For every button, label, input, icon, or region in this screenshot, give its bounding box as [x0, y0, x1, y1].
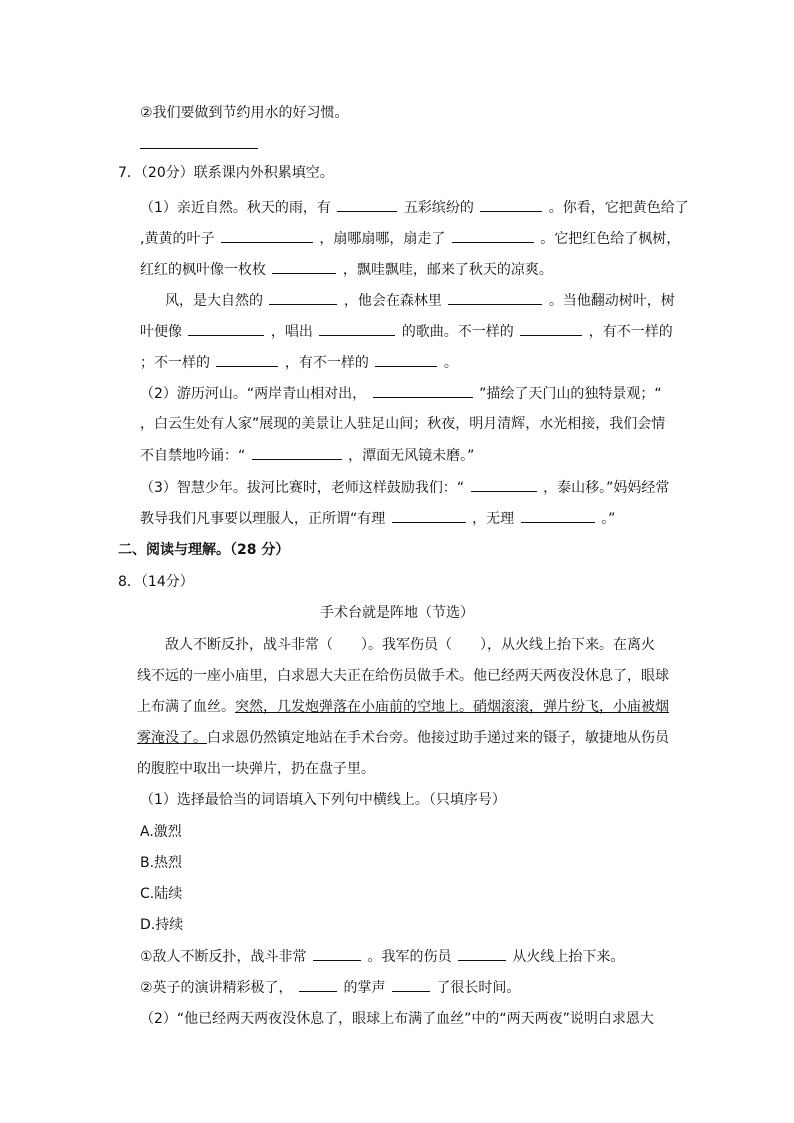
fill-blank[interactable] — [252, 445, 342, 460]
q8-header: 8．（14分） — [118, 574, 194, 590]
fill-blank[interactable] — [319, 321, 395, 336]
text: （1）亲近自然。秋天的雨，有 — [140, 200, 331, 216]
q7-p2-line1 — [140, 383, 662, 404]
fill-blank[interactable] — [373, 383, 473, 398]
text: ,黄黄的叶子 — [140, 231, 215, 247]
fill-blank[interactable] — [216, 352, 278, 367]
underlined-text: 突然，几发炮弹落在小庙前的空地上。硝烟滚滚，弹片纷飞，小庙被烟 — [235, 699, 669, 715]
q8-sentence-2 — [140, 977, 520, 998]
q7-p1-line2 — [140, 228, 680, 249]
fill-blank[interactable] — [272, 259, 336, 274]
option-d: D.持续 — [140, 917, 184, 933]
text: ，飘哇飘哇，邮来了秋天的凉爽。 — [342, 262, 553, 278]
fill-blank[interactable] — [269, 290, 337, 305]
fill-blank[interactable] — [448, 290, 542, 305]
passage-line-4 — [137, 728, 669, 748]
text: 。当他翻动树叶，树 — [548, 293, 675, 309]
q7-p3-line1 — [140, 477, 669, 498]
text: 。 — [443, 355, 458, 371]
text: 。你看，它把黄色给了 — [548, 200, 689, 216]
text: （3）智慧少年。拔河比赛时，老师这样鼓励我们：“ — [140, 480, 465, 496]
q8-sentence-1 — [140, 946, 624, 967]
q7-p1-line6 — [140, 352, 458, 373]
text: ②英子的演讲精彩极了， — [140, 980, 293, 996]
text: 从火线上抬下来。 — [512, 949, 625, 965]
text: 五彩缤纷的 — [403, 200, 474, 216]
text: 白求恩仍然镇定地站在手术台旁。他接过助手递过来的镊子，敏捷地从伤员 — [207, 730, 669, 746]
fill-blank[interactable] — [392, 977, 430, 992]
fill-blank[interactable] — [337, 197, 397, 212]
text: ，潭面无风镜未磨。” — [348, 448, 475, 464]
q8-sub-question-2: （2）“他已经两天两夜没休息了，眼球上布满了血丝”中的“两天两夜”说明白求恩大 — [140, 1011, 654, 1027]
text: ，无理 — [472, 511, 515, 527]
text: 叶便像 — [140, 324, 182, 340]
fill-blank[interactable] — [458, 946, 506, 961]
text: 教导我们凡事要以理服人，正所谓“有理 — [140, 511, 386, 527]
section-title: 二、阅读与理解。（28 分） — [118, 542, 290, 558]
q7-p1-line5 — [140, 321, 673, 342]
fill-blank[interactable] — [299, 977, 337, 992]
text: 。” — [601, 511, 616, 527]
q6-item-2: ②我们要做到节约用水的好习惯。 — [140, 105, 349, 121]
text: ，他会在森林里 — [343, 293, 442, 309]
text: ，有不一样的 — [284, 355, 369, 371]
q7-header: 7．（20分）联系课内外积累填空。 — [118, 165, 334, 181]
text: 上布满了血丝。 — [137, 699, 235, 715]
passage-title: 手术台就是阵地（节选） — [320, 605, 474, 621]
text: 的歌曲。不一样的 — [401, 324, 514, 340]
option-b: B.热烈 — [140, 855, 183, 871]
q7-p1-line1 — [140, 197, 689, 218]
q8-sub-question-1: （1）选择最恰当的词语填入下列句中横线上。（只填序号） — [140, 792, 506, 808]
fill-blank[interactable] — [452, 228, 534, 243]
answer-line[interactable] — [140, 148, 258, 149]
text: （2）游历河山。“两岸青山相对出， — [140, 386, 367, 402]
fill-blank[interactable] — [188, 321, 264, 336]
text: 不自禁地吟诵：“ — [140, 448, 246, 464]
text: ，泰山移。”妈妈经常 — [543, 480, 670, 496]
text: ；不一样的 — [140, 355, 210, 371]
text: 。我军的伤员 — [367, 949, 452, 965]
passage-line-2: 线不远的一座小庙里，白求恩大夫正在给伤员做手术。他已经两天两夜没休息了，眼球 — [137, 668, 669, 684]
q7-p2-line2: ，白云生处有人家”展现的美景让人驻足山间；秋夜，明月清辉，水光相接，我们会情 — [140, 416, 666, 432]
text: ”描绘了天门山的独特景观；“ — [479, 386, 662, 402]
passage-line-1: 敌人不断反扑，战斗非常（ ）。我军伤员（ ），从火线上抬下来。在离火 — [165, 637, 655, 653]
fill-blank[interactable] — [313, 946, 361, 961]
fill-blank[interactable] — [480, 197, 542, 212]
fill-blank[interactable] — [392, 508, 466, 523]
fill-blank[interactable] — [221, 228, 313, 243]
q7-p2-line3 — [140, 445, 474, 466]
text: ，唱出 — [270, 324, 313, 340]
underlined-text: 雾淹没了。 — [137, 730, 207, 746]
option-c: C.陆续 — [140, 886, 183, 902]
q7-p1-line3 — [140, 259, 553, 280]
text: ，扇哪扇哪，扇走了 — [319, 231, 446, 247]
text: 风，是大自然的 — [165, 293, 263, 309]
option-a: A.激烈 — [140, 824, 182, 840]
text: ，有不一样的 — [588, 324, 673, 340]
passage-line-5: 的腹腔中取出一块弹片，扔在盘子里。 — [137, 761, 375, 777]
q7-p1-line4 — [165, 290, 675, 311]
text: 了很长时间。 — [436, 980, 521, 996]
text: 。它把红色给了枫树， — [540, 231, 681, 247]
fill-blank[interactable] — [521, 508, 595, 523]
fill-blank[interactable] — [471, 477, 537, 492]
fill-blank[interactable] — [520, 321, 582, 336]
q7-p3-line2 — [140, 508, 615, 529]
text: 的掌声 — [343, 980, 386, 996]
passage-line-3 — [137, 697, 669, 717]
text: ①敌人不断反扑，战斗非常 — [140, 949, 307, 965]
text: 红红的枫叶像一枚枚 — [140, 262, 266, 278]
fill-blank[interactable] — [375, 352, 437, 367]
